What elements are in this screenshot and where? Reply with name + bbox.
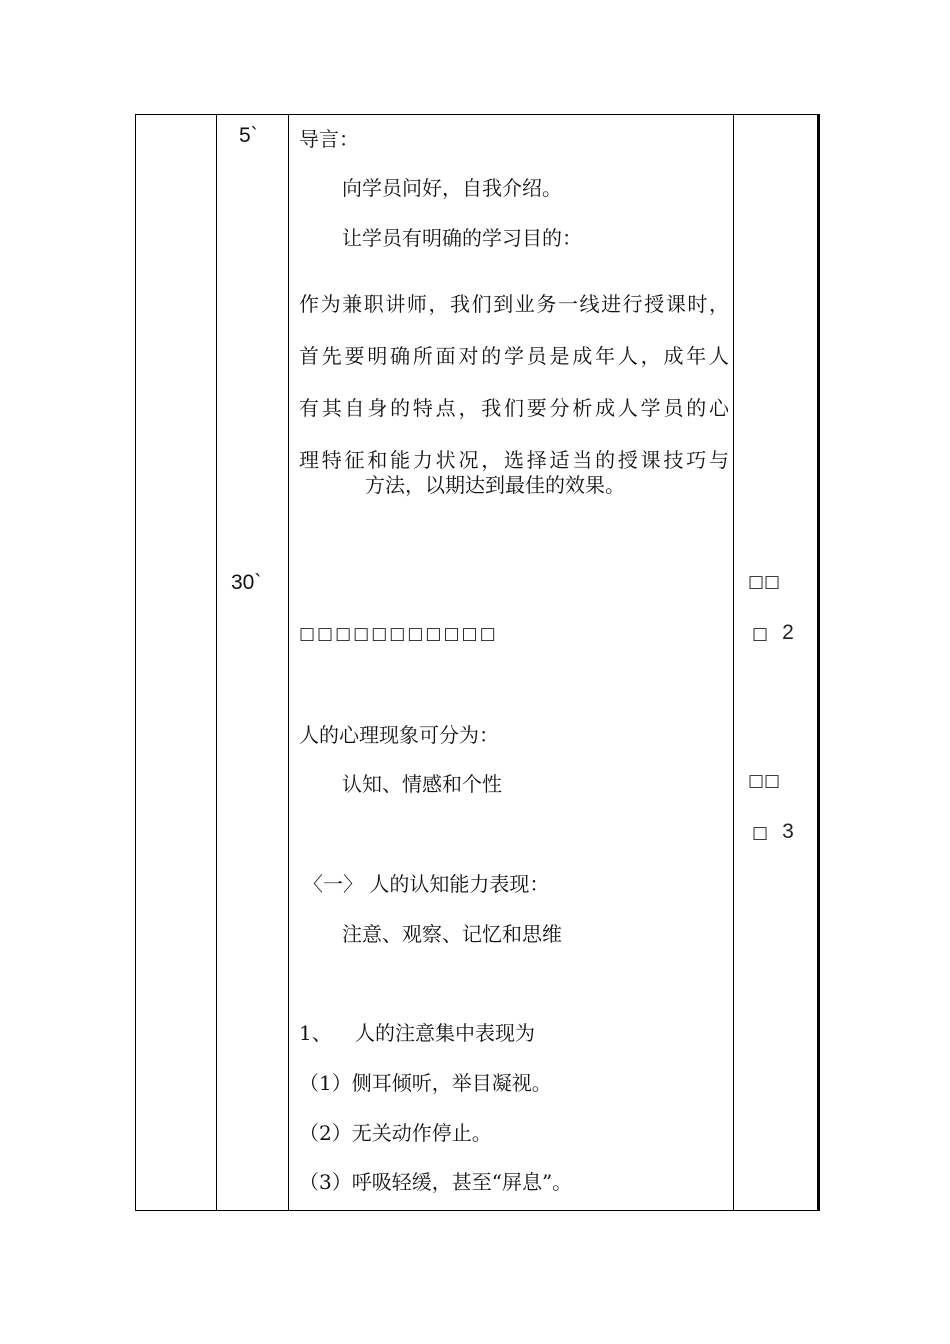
intro-greeting: 向学员问好，自我介绍。: [342, 176, 562, 200]
column-divider-2: [288, 115, 289, 1210]
note-3-bottom: [752, 820, 794, 844]
table-right-border: [818, 114, 820, 1211]
column-divider-3: [733, 115, 734, 1210]
intro-purpose: 让学员有明确的学习目的：: [342, 226, 582, 250]
psych-heading: 人的心理现象可分为：: [299, 723, 499, 747]
note-3-top: □□: [748, 771, 781, 791]
note-2-number: 2: [782, 621, 794, 644]
column-divider-1: [216, 115, 217, 1210]
note-3-box: □: [752, 823, 769, 843]
note-2-box: □: [752, 624, 769, 644]
note-2-top: □□: [748, 572, 781, 592]
attention-heading-number: 1、: [299, 1021, 332, 1045]
time-30min: 30`: [231, 571, 262, 594]
intro-paragraph-line: 作为兼职讲师，我们到业务一线进行授课时，: [299, 292, 729, 316]
attention-point-3: （3）呼吸轻缓，甚至“屏息”。: [299, 1170, 573, 1194]
intro-paragraph-line: 有其自身的特点，我们要分析成人学员的心: [299, 396, 729, 420]
note-3-number: 3: [782, 820, 794, 843]
intro-paragraph-line: 首先要明确所面对的学员是成年人，成年人: [299, 344, 729, 368]
cognition-items: 注意、观察、记忆和思维: [342, 922, 562, 946]
cognition-heading: 〈一〉 人的认知能力表现：: [303, 872, 550, 896]
intro-paragraph-last: 方法，以期达到最佳的效果。: [365, 473, 625, 497]
section-title-missing-glyphs: □□□□□□□□□□□: [299, 624, 498, 644]
intro-paragraph-line: 理特征和能力状况，选择适当的授课技巧与: [299, 448, 729, 472]
attention-point-2: （2）无关动作停止。: [299, 1121, 492, 1145]
intro-paragraph: [299, 278, 729, 486]
note-2-bottom: [752, 621, 794, 645]
time-5min: 5`: [239, 124, 258, 147]
psych-items: 认知、情感和个性: [342, 772, 502, 796]
attention-heading: 人的注意集中表现为: [355, 1021, 535, 1045]
intro-heading: 导言：: [299, 127, 359, 151]
attention-point-1: （1）侧耳倾听，举目凝视。: [299, 1071, 552, 1095]
